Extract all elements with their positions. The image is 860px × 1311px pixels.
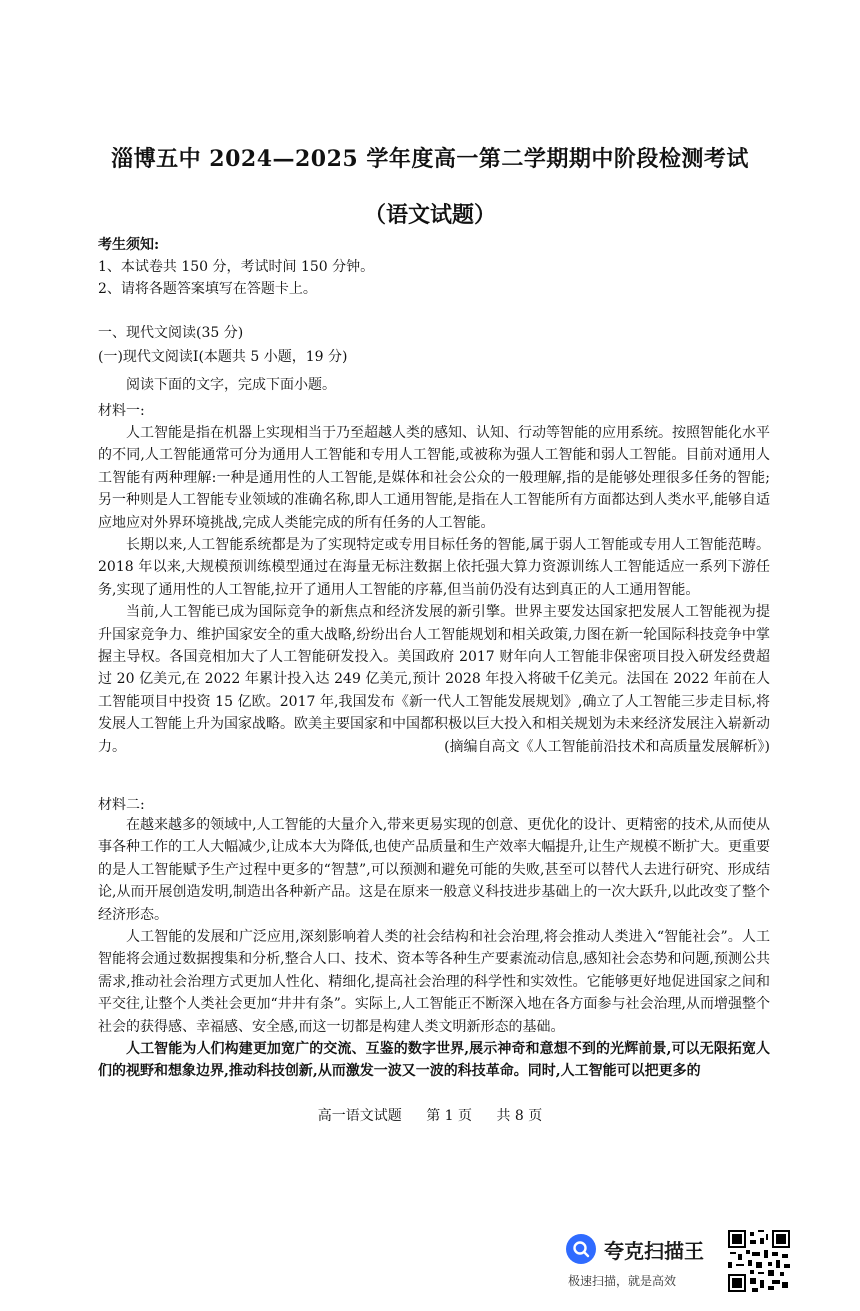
footer-total-pages: 共 8 页 [496,1108,543,1124]
section-heading: 一、现代文阅读(35 分) [98,325,244,341]
paragraph [98,601,770,758]
paragraph: 人工智能的发展和广泛应用,深刻影响着人类的社会结构和社会治理,将会推动人类进入“智能社会”。人工智能将会通过数据搜集和分析,整合人口、技术、资本等各种生产要素流动信息,感知社会态势和问题,预测公共需求,推动社会治理方式更加人性化、精细化,提高社会治理的科学性和实效性。它能够更好地促进国家之间和平交往,让整个人类社会更加“井井有条”。实际上,人工智能正不断深入地在各方面参与社会治理,从而增强整个社会的获得感、幸福感、安全感,而这一切都是构建人类文明新形态的基础。 [98,929,770,1035]
exam-subtitle: （语文试题） [363,202,496,228]
material-one-label: 材料一: [98,403,145,419]
scanner-watermark [566,1228,796,1298]
paragraph: 长期以来,人工智能系统都是为了实现特定或专用目标任务的智能,属于弱人工智能或专用人工智能范畴。2018 年以来,大规模预训练模型通过在海量无标注数据上依托强大算力资源训练人工智能适应一系列下游任务,实现了通用性的人工智能,拉开了通用人工智能的序幕,但当前仍没有达到真正的人工通用智能。 [98,537,770,598]
qr-code-icon [728,1230,790,1292]
paragraph: 在越来越多的领域中,人工智能的大量介入,带来更易实现的创意、更优化的设计、更精密的技术,从而使从事各种工作的工人大幅减少,让成本大为降低,也使产品质量和生产效率大幅提升,让生产规模不断扩大。更重要的是人工智能赋予生产过程中更多的“智慧”,可以预测和避免可能的失败,甚至可以替代人去进行研究、形成结论,从而开展创造发明,制造出各种新产品。这是在原来一般意义科技进步基础上的一次大跃升,以此改变了整个经济形态。 [98,817,770,923]
material-two-label: 材料二: [98,797,145,813]
material-two-body [98,814,770,1083]
subsection-heading: (一)现代文阅读Ⅰ(本题共 5 小题，19 分) [98,349,348,365]
footer-subject: 高一语文试题 [317,1108,402,1124]
watermark-slogan: 极速扫描，就是高效 [568,1274,677,1288]
candidate-notice [98,234,374,300]
material-source: (摘编自高文《人工智能前沿技术和高质量发展解析》) [444,738,770,755]
notice-item: 1、本试卷共 150 分，考试时间 150 分钟。 [98,259,375,275]
material-one-body [98,422,770,758]
watermark-brand-name: 夸克扫描王 [604,1238,704,1263]
watermark-brand [566,1234,704,1264]
quark-logo-icon [566,1234,596,1264]
paragraph: 人工智能为人们构建更加宽广的交流、互鉴的数字世界,展示神奇和意想不到的光辉前景,可以无限拓宽人们的视野和想象边界,推动科技创新,从而激发一波又一波的科技革命。同时,人工智能可以把更多的 [98,1041,770,1080]
footer-page-number: 第 1 页 [426,1108,472,1124]
paragraph-text: 当前,人工智能已成为国际竞争的新焦点和经济发展的新引擎。世界主要发达国家把发展人工智能视为提升国家竞争力、维护国家安全的重大战略,纷纷出台人工智能规划和相关政策,力图在新一轮国际科技竞争中掌握主导权。各国竞相加大了人工智能研发投入。美国政府 2017 财年向人工智能非保密项目投入研发经费超过 20 亿美元,在 2022 年累计投入达 249 亿美元,预计 2028 年投入将破千亿美元。法国在 2022 年前在人工智能项目中投资 15 亿欧。2017 年,我国发布《新一代人工智能发展规划》,确立了人工智能三步走目标,将发展人工智能上升为国家战略。欧美主要国家和中国都积极以巨大投入和相关规划为未来经济发展注入崭新动力。 [98,604,770,755]
page-footer [0,1105,860,1125]
reading-instruction: 阅读下面的文字，完成下面小题。 [126,377,336,393]
notice-heading: 考生须知: [98,237,160,253]
exam-title: 淄博五中 2024—2025 学年度高一第二学期期中阶段检测考试 [111,146,749,172]
notice-item: 2、请将各题答案填写在答题卡上。 [98,281,317,297]
paragraph: 人工智能是指在机器上实现相当于乃至超越人类的感知、认知、行动等智能的应用系统。按照智能化水平的不同,人工智能通常可分为通用人工智能和专用人工智能,或被称为强人工智能和弱人工智能。目前对通用人工智能有两种理解:一种是通用性的人工智能,是媒体和社会公众的一般理解,指的是能够处理很多任务的智能;另一种则是人工智能专业领域的准确名称,即人工通用智能,是指在人工智能所有方面都达到人类水平,能够自适应地应对外界环境挑战,完成人类能完成的所有任务的人工智能。 [98,425,770,531]
